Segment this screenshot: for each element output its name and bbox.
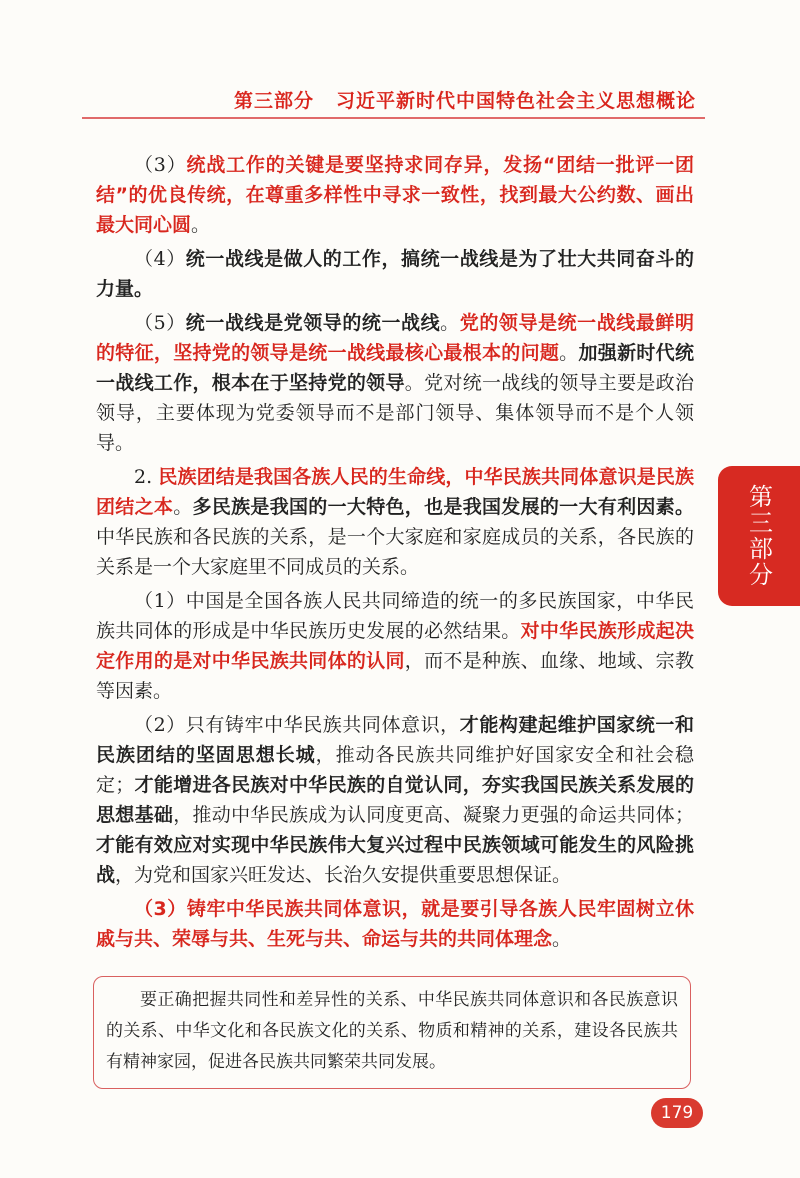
body-text: ，推动中华民族成为认同度更高、凝聚力更强的命运共同体；	[173, 804, 694, 826]
paragraph-3	[96, 308, 694, 458]
highlight-bold: 才能有效应对实现中华民族伟大复兴过程中民族领域可能发生的风险挑战	[96, 834, 694, 886]
paragraph-7	[96, 894, 694, 954]
section-tab	[718, 466, 800, 606]
body-text: 。党对统一战线的领导主要是政治领导，主要体现为党委领导而不是部门领导、集体领导而不是个人领导。	[96, 372, 694, 454]
item-number: （2）	[134, 714, 186, 736]
header-title: 习近平新时代中国特色社会主义思想概论	[335, 90, 696, 112]
item-number: （3）	[134, 154, 187, 176]
item-number: （3）	[134, 898, 187, 920]
body-text: 只有铸牢中华民族共同体意识，	[185, 714, 460, 736]
item-number: （5）	[134, 312, 186, 334]
punct: 。	[173, 496, 193, 518]
highlight-bold: 统一战线是党领导的统一战线	[185, 312, 441, 334]
body-text: ，推动各民族共同维护好国家安全和社会稳定；	[96, 744, 694, 796]
punct: 。	[552, 928, 572, 950]
paragraph-1	[96, 150, 694, 240]
header-rule	[82, 117, 705, 119]
punct: 。	[559, 342, 579, 364]
paragraph-5	[96, 586, 694, 706]
item-number: （4）	[134, 248, 186, 270]
punct: 。	[191, 214, 211, 236]
punct: 。	[440, 312, 460, 334]
paragraph-2	[96, 244, 694, 304]
running-header	[234, 86, 696, 113]
item-number: 2.	[134, 466, 159, 488]
item-number: （1）	[134, 590, 186, 612]
header-part: 第三部分	[233, 90, 314, 112]
body-text: ，为党和国家兴旺发达、长治久安提供重要思想保证。	[115, 864, 572, 886]
summary-note-box	[93, 976, 691, 1089]
highlight-bold: 多民族是我国的一大特色，也是我国发展的一大有利因素。	[192, 496, 694, 518]
highlight-red: 民族团结是我国各族人民的生命线，中华民族共同体意识是民族团结之本	[96, 466, 694, 518]
highlight-red: 党的领导是统一战线最鲜明的特征，坚持党的领导是统一战线最核心最根本的问题	[96, 312, 694, 364]
highlight-bold: 加强新时代统一战线工作，根本在于坚持党的领导	[96, 342, 694, 394]
body-text: 中华民族和各民族的关系，是一个大家庭和家庭成员的关系，各民族的关系是一个大家庭里不同成员的关系。	[96, 526, 694, 578]
paragraph-4	[96, 462, 694, 582]
paragraph-6	[96, 710, 694, 890]
section-tab-label: 第三部分	[744, 484, 773, 588]
page-number: 179	[651, 1098, 703, 1128]
body-text: ，而不是种族、血缘、地域、宗教等因素。	[96, 650, 694, 702]
highlight-bold: 才能构建起维护国家统一和民族团结的坚固思想长城	[96, 714, 694, 766]
body-text: 中国是全国各族人民共同缔造的统一的多民族国家，中华民族共同体的形成是中华民族历史发展的必然结果。	[96, 590, 694, 642]
highlight-red: 对中华民族形成起决定作用的是对中华民族共同体的认同	[96, 620, 694, 672]
summary-note-text: 要正确把握共同性和差异性的关系、中华民族共同体意识和各民族意识的关系、中华文化和各民族文化的关系、物质和精神的关系，建设各民族共有精神家园，促进各民族共同繁荣共同发展。	[106, 990, 678, 1072]
highlight-red: 铸牢中华民族共同体意识，就是要引导各族人民牢固树立休戚与共、荣辱与共、生死与共、命运与共的共同体理念	[96, 898, 694, 950]
highlight-bold: 统一战线是做人的工作，搞统一战线是为了壮大共同奋斗的力量。	[96, 248, 694, 300]
highlight-red: 统战工作的关键是要坚持求同存异，发扬“团结一批评一团结”的优良传统，在尊重多样性中寻求一致性，找到最大公约数、画出最大同心圆	[96, 154, 694, 236]
highlight-bold: 才能增进各民族对中华民族的自觉认同，夯实我国民族关系发展的思想基础	[96, 774, 694, 826]
page-body	[96, 150, 694, 958]
